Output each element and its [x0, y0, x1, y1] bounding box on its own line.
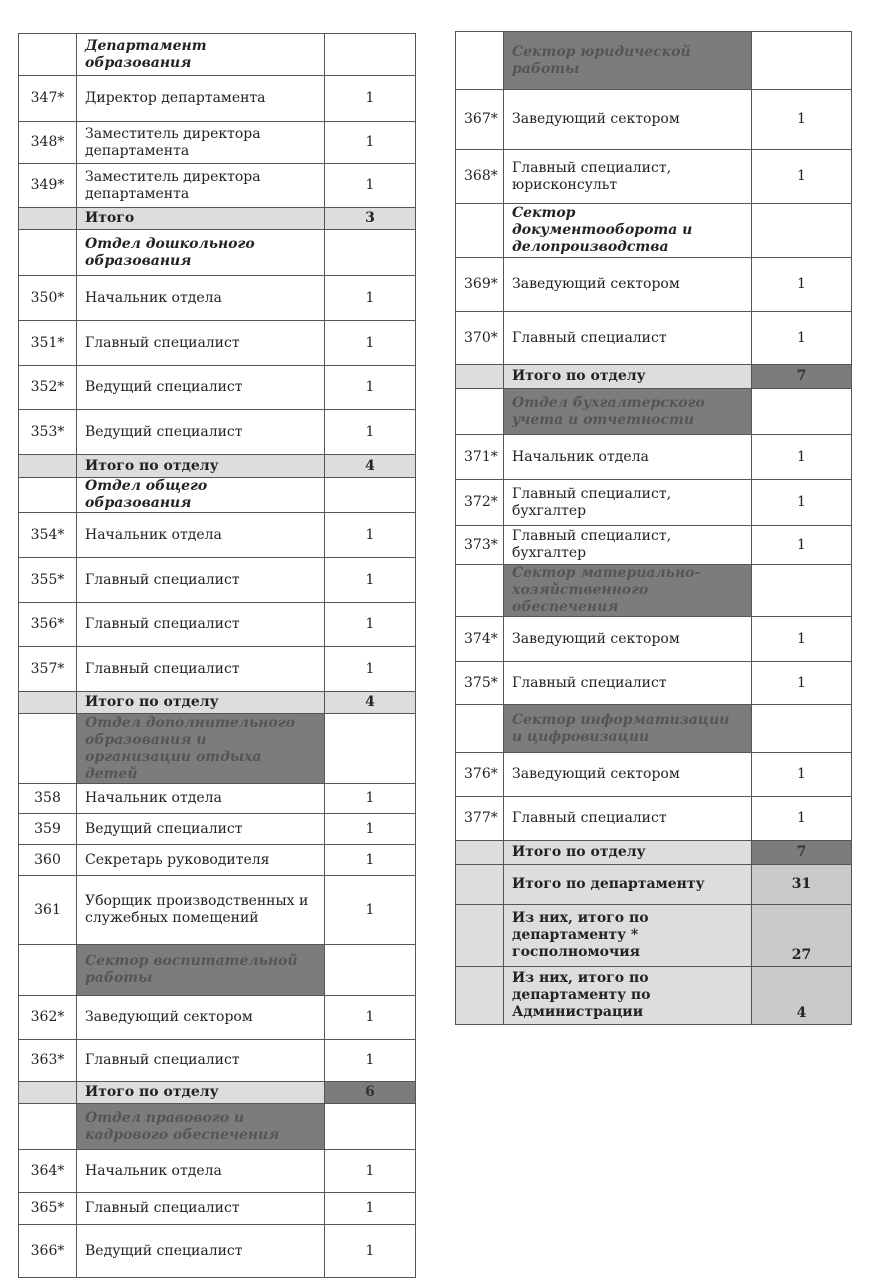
section-title: Отдел общего образования [77, 478, 325, 513]
table-row [19, 164, 416, 208]
position-title: Начальник отдела [504, 435, 752, 480]
position-number: 356* [19, 603, 77, 647]
total-label: Итого [77, 208, 325, 230]
section-header-row [19, 230, 416, 276]
table-row [456, 797, 852, 841]
section-header-row [19, 714, 416, 784]
total-value: 27 [752, 905, 852, 967]
section-header-row [19, 1104, 416, 1150]
position-title: Главный специалист [77, 647, 325, 692]
table-row [456, 312, 852, 365]
position-number [19, 714, 77, 784]
total-row [456, 967, 852, 1025]
position-number [456, 865, 504, 905]
position-title: Главный специалист, юрисконсульт [504, 150, 752, 204]
section-count [752, 565, 852, 617]
position-number: 352* [19, 366, 77, 410]
section-count [752, 32, 852, 90]
section-count [325, 230, 416, 276]
section-count [752, 389, 852, 435]
table-row [19, 122, 416, 164]
position-number: 359 [19, 814, 77, 845]
position-number [19, 230, 77, 276]
position-title: Ведущий специалист [77, 814, 325, 845]
section-header-row [456, 565, 852, 617]
section-header-row [19, 945, 416, 996]
position-title: Главный специалист, бухгалтер [504, 480, 752, 526]
table-row [19, 814, 416, 845]
total-row [19, 1082, 416, 1104]
staff-count: 1 [325, 558, 416, 603]
table-row [456, 662, 852, 705]
section-count [325, 945, 416, 996]
position-title: Ведущий специалист [77, 366, 325, 410]
table-row [19, 410, 416, 455]
staff-count: 1 [325, 1040, 416, 1082]
position-number [19, 455, 77, 478]
table-row [19, 1040, 416, 1082]
position-title: Начальник отдела [77, 276, 325, 321]
section-title: Отдел бухгалтерского учета и отчетности [504, 389, 752, 435]
section-header-row [456, 389, 852, 435]
section-title: Сектор материально-хозяйственного обеспечения [504, 565, 752, 617]
section-count [325, 1104, 416, 1150]
position-title: Заместитель директора департамента [77, 122, 325, 164]
position-number: 371* [456, 435, 504, 480]
position-title: Начальник отдела [77, 784, 325, 814]
position-number: 351* [19, 321, 77, 366]
staff-count: 1 [325, 603, 416, 647]
position-number: 377* [456, 797, 504, 841]
total-label: Итого по отделу [504, 841, 752, 865]
total-label: Итого по отделу [77, 455, 325, 478]
total-value: 31 [752, 865, 852, 905]
section-title: Сектор воспитательной работы [77, 945, 325, 996]
total-label: Итого по отделу [77, 692, 325, 714]
table-row [19, 513, 416, 558]
position-number [456, 204, 504, 258]
staff-count: 1 [752, 312, 852, 365]
position-number: 373* [456, 526, 504, 565]
section-title: Сектор юридической работы [504, 32, 752, 90]
total-value: 3 [325, 208, 416, 230]
table-row [19, 321, 416, 366]
total-label: Из них, итого по департаменту по Администрации [504, 967, 752, 1025]
staff-table-right [455, 31, 852, 1025]
table-row [19, 276, 416, 321]
position-title: Заведующий сектором [77, 996, 325, 1040]
staff-table-left [18, 33, 416, 1278]
staff-count: 1 [325, 410, 416, 455]
section-title: Департамент образования [77, 34, 325, 76]
table-row [456, 435, 852, 480]
position-number: 364* [19, 1150, 77, 1193]
section-title: Отдел дополнительного образования и организации отдыха детей [77, 714, 325, 784]
position-number: 358 [19, 784, 77, 814]
position-number: 349* [19, 164, 77, 208]
position-number: 363* [19, 1040, 77, 1082]
staff-count: 1 [752, 526, 852, 565]
total-row [19, 455, 416, 478]
section-header-row [456, 32, 852, 90]
position-number: 353* [19, 410, 77, 455]
position-number: 374* [456, 617, 504, 662]
table-row [19, 603, 416, 647]
table-row [19, 876, 416, 945]
position-number: 369* [456, 258, 504, 312]
table-row [19, 76, 416, 122]
position-number: 362* [19, 996, 77, 1040]
position-number [19, 1082, 77, 1104]
position-title: Заведующий сектором [504, 90, 752, 150]
position-number: 361 [19, 876, 77, 945]
position-number: 347* [19, 76, 77, 122]
table-row [456, 258, 852, 312]
section-header-row [19, 478, 416, 513]
position-number [19, 945, 77, 996]
staff-count: 1 [325, 876, 416, 945]
total-row [19, 692, 416, 714]
total-label: Итого по отделу [504, 365, 752, 389]
position-title: Ведущий специалист [77, 1225, 325, 1278]
staff-count: 1 [325, 122, 416, 164]
staff-count: 1 [752, 797, 852, 841]
position-title: Заведующий сектором [504, 617, 752, 662]
total-value: 6 [325, 1082, 416, 1104]
staff-count: 1 [752, 258, 852, 312]
position-number [456, 705, 504, 753]
position-title: Главный специалист, бухгалтер [504, 526, 752, 565]
section-title: Сектор информатизации и цифровизации [504, 705, 752, 753]
staff-count: 1 [325, 1225, 416, 1278]
position-number [456, 967, 504, 1025]
position-number: 370* [456, 312, 504, 365]
position-number [456, 841, 504, 865]
table-row [456, 480, 852, 526]
section-title: Отдел дошкольного образования [77, 230, 325, 276]
total-row [456, 865, 852, 905]
position-number: 354* [19, 513, 77, 558]
position-title: Главный специалист [504, 797, 752, 841]
total-label: Итого по департаменту [504, 865, 752, 905]
position-number: 372* [456, 480, 504, 526]
staff-count: 1 [325, 1150, 416, 1193]
total-label: Из них, итого по департаменту * госполномочия [504, 905, 752, 967]
section-header-row [19, 34, 416, 76]
table-row [19, 1150, 416, 1193]
staff-count: 1 [325, 784, 416, 814]
position-number: 367* [456, 90, 504, 150]
position-number [19, 692, 77, 714]
staff-count: 1 [325, 321, 416, 366]
position-number: 376* [456, 753, 504, 797]
position-number [456, 905, 504, 967]
section-count [325, 478, 416, 513]
staff-count: 1 [752, 753, 852, 797]
total-row [456, 841, 852, 865]
position-title: Секретарь руководителя [77, 845, 325, 876]
staff-count: 1 [752, 480, 852, 526]
section-header-row [456, 705, 852, 753]
staff-count: 1 [325, 276, 416, 321]
position-number [19, 34, 77, 76]
section-count [752, 204, 852, 258]
staff-table-left-body [19, 34, 416, 1278]
staff-count: 1 [325, 814, 416, 845]
table-row [19, 366, 416, 410]
staff-count: 1 [325, 76, 416, 122]
position-number [19, 478, 77, 513]
section-count [325, 714, 416, 784]
position-title: Ведущий специалист [77, 410, 325, 455]
table-row [19, 558, 416, 603]
total-row [456, 905, 852, 967]
position-title: Заведующий сектором [504, 258, 752, 312]
staff-count: 1 [325, 996, 416, 1040]
section-title: Отдел правового и кадрового обеспечения [77, 1104, 325, 1150]
staff-count: 1 [325, 647, 416, 692]
position-number: 355* [19, 558, 77, 603]
table-row [456, 90, 852, 150]
total-value: 4 [325, 692, 416, 714]
staff-count: 1 [752, 435, 852, 480]
position-title: Главный специалист [77, 1040, 325, 1082]
total-value: 7 [752, 365, 852, 389]
position-title: Директор департамента [77, 76, 325, 122]
position-number [456, 389, 504, 435]
position-title: Заведующий сектором [504, 753, 752, 797]
position-title: Главный специалист [504, 312, 752, 365]
position-title: Начальник отдела [77, 1150, 325, 1193]
table-row [19, 845, 416, 876]
total-value: 4 [325, 455, 416, 478]
table-row [19, 647, 416, 692]
position-number [456, 32, 504, 90]
total-value: 7 [752, 841, 852, 865]
total-row [456, 365, 852, 389]
staff-count: 1 [752, 150, 852, 204]
staff-count: 1 [325, 1193, 416, 1225]
table-row [456, 150, 852, 204]
table-row [19, 996, 416, 1040]
section-count [752, 705, 852, 753]
staff-count: 1 [325, 513, 416, 558]
position-number: 348* [19, 122, 77, 164]
table-row [456, 753, 852, 797]
position-number: 357* [19, 647, 77, 692]
staff-count: 1 [325, 164, 416, 208]
position-number: 350* [19, 276, 77, 321]
position-number: 360 [19, 845, 77, 876]
position-title: Главный специалист [504, 662, 752, 705]
total-row [19, 208, 416, 230]
staff-count: 1 [325, 845, 416, 876]
table-row [19, 1193, 416, 1225]
position-title: Главный специалист [77, 321, 325, 366]
position-title: Заместитель директора департамента [77, 164, 325, 208]
position-number [456, 365, 504, 389]
table-row [456, 617, 852, 662]
total-label: Итого по отделу [77, 1082, 325, 1104]
table-row [19, 784, 416, 814]
position-number [19, 208, 77, 230]
section-count [325, 34, 416, 76]
position-title: Начальник отдела [77, 513, 325, 558]
table-row [456, 526, 852, 565]
staff-count: 1 [325, 366, 416, 410]
staff-count: 1 [752, 90, 852, 150]
position-title: Главный специалист [77, 558, 325, 603]
staff-count: 1 [752, 617, 852, 662]
position-number [19, 1104, 77, 1150]
position-number: 368* [456, 150, 504, 204]
position-title: Главный специалист [77, 1193, 325, 1225]
position-number: 375* [456, 662, 504, 705]
position-number [456, 565, 504, 617]
position-number: 366* [19, 1225, 77, 1278]
staff-count: 1 [752, 662, 852, 705]
total-value: 4 [752, 967, 852, 1025]
position-title: Главный специалист [77, 603, 325, 647]
position-number: 365* [19, 1193, 77, 1225]
section-header-row [456, 204, 852, 258]
section-title: Сектор документооборота и делопроизводства [504, 204, 752, 258]
table-row [19, 1225, 416, 1278]
position-title: Уборщик производственных и служебных помещений [77, 876, 325, 945]
staff-table-right-body [456, 32, 852, 1025]
